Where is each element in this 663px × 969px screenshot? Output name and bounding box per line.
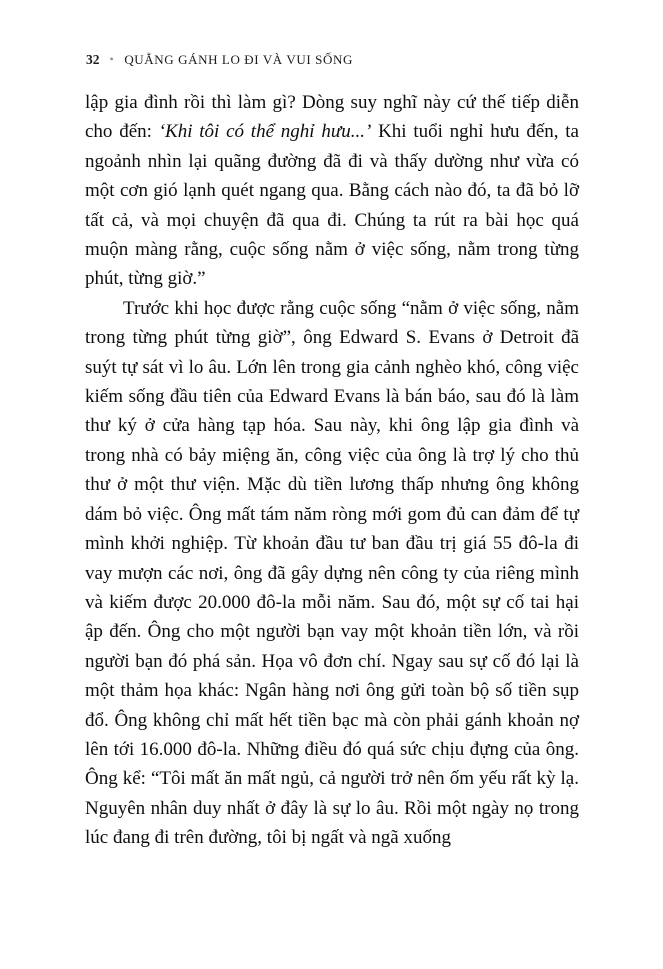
header-bullet-icon: •	[109, 52, 115, 66]
text-run: Trước khi học được rằng cuộc sống “nằm ở việc sống, nằm trong từng phút từng giờ”, ông Edward S. Evans ở Detroit đã suýt tự sát vì lo âu. Lớn lên trong gia cảnh nghèo khó, công việc kiếm sống đầu tiên của Edward Evans là bán báo, sau đó là làm thư ký ở cửa hàng tạp hóa. Sau này, khi ông lập gia đình và trong nhà có bảy miệng ăn, công việc của ông là trợ lý cho thủ thư ở một thư viện. Mặc dù tiền lương thấp nhưng ông không dám bỏ việc. Ông mất tám năm ròng mới gom đủ can đảm để tự mình khởi nghiệp. Từ khoản đầu tư ban đầu trị giá 55 đô-la đi vay mượn các nơi, ông đã gây dựng nên công ty của riêng mình và kiếm được 20.000 đô-la mỗi năm. Sau đó, một sự cố tai hại ập đến. Ông cho một người bạn vay một khoản tiền lớn, và rồi người bạn đó phá sản. Họa vô đơn chí. Ngay sau sự cố đó lại là một thảm họa khác: Ngân hàng nơi ông gửi toàn bộ số tiền sụp đổ. Ông không chỉ mất hết tiền bạc mà còn phải gánh khoản nợ lên tới 16.000 đô-la. Những điều đó quá sức chịu đựng của ông. Ông kể: “Tôi mất ăn mất ngủ, cả người trở nên ốm yếu rất kỳ lạ. Nguyên nhân duy nhất ở đây là sự lo âu. Rồi một ngày nọ trong lúc đang đi trên đường, tôi bị ngất và ngã xuống	[85, 297, 579, 849]
text-run: lập gia đình rồi thì làm gì? Dòng suy nghĩ này cứ thế tiếp diễn cho đến:	[85, 92, 579, 143]
page-number: 32	[86, 52, 100, 67]
paragraph	[85, 88, 579, 294]
text-run: Khi tuổi nghỉ hưu đến, ta ngoảnh nhìn lại quãng đường đã đi và thấy dường như vừa có một cơn gió lạnh quét ngang qua. Bằng cách nào đó, ta đã bỏ lỡ tất cả, và mọi chuyện đã qua đi. Chúng ta rút ra bài học quá muộn màng rằng, cuộc sống nằm ở việc sống, nằm trong từng phút, từng giờ.”	[85, 121, 579, 290]
paragraph	[85, 294, 579, 853]
page-body	[85, 88, 579, 853]
running-header	[86, 52, 579, 68]
book-title: QUẲNG GÁNH LO ĐI VÀ VUI SỐNG	[124, 52, 353, 67]
italic-text-run: ‘Khi tôi có thể nghỉ hưu...’	[158, 121, 372, 143]
